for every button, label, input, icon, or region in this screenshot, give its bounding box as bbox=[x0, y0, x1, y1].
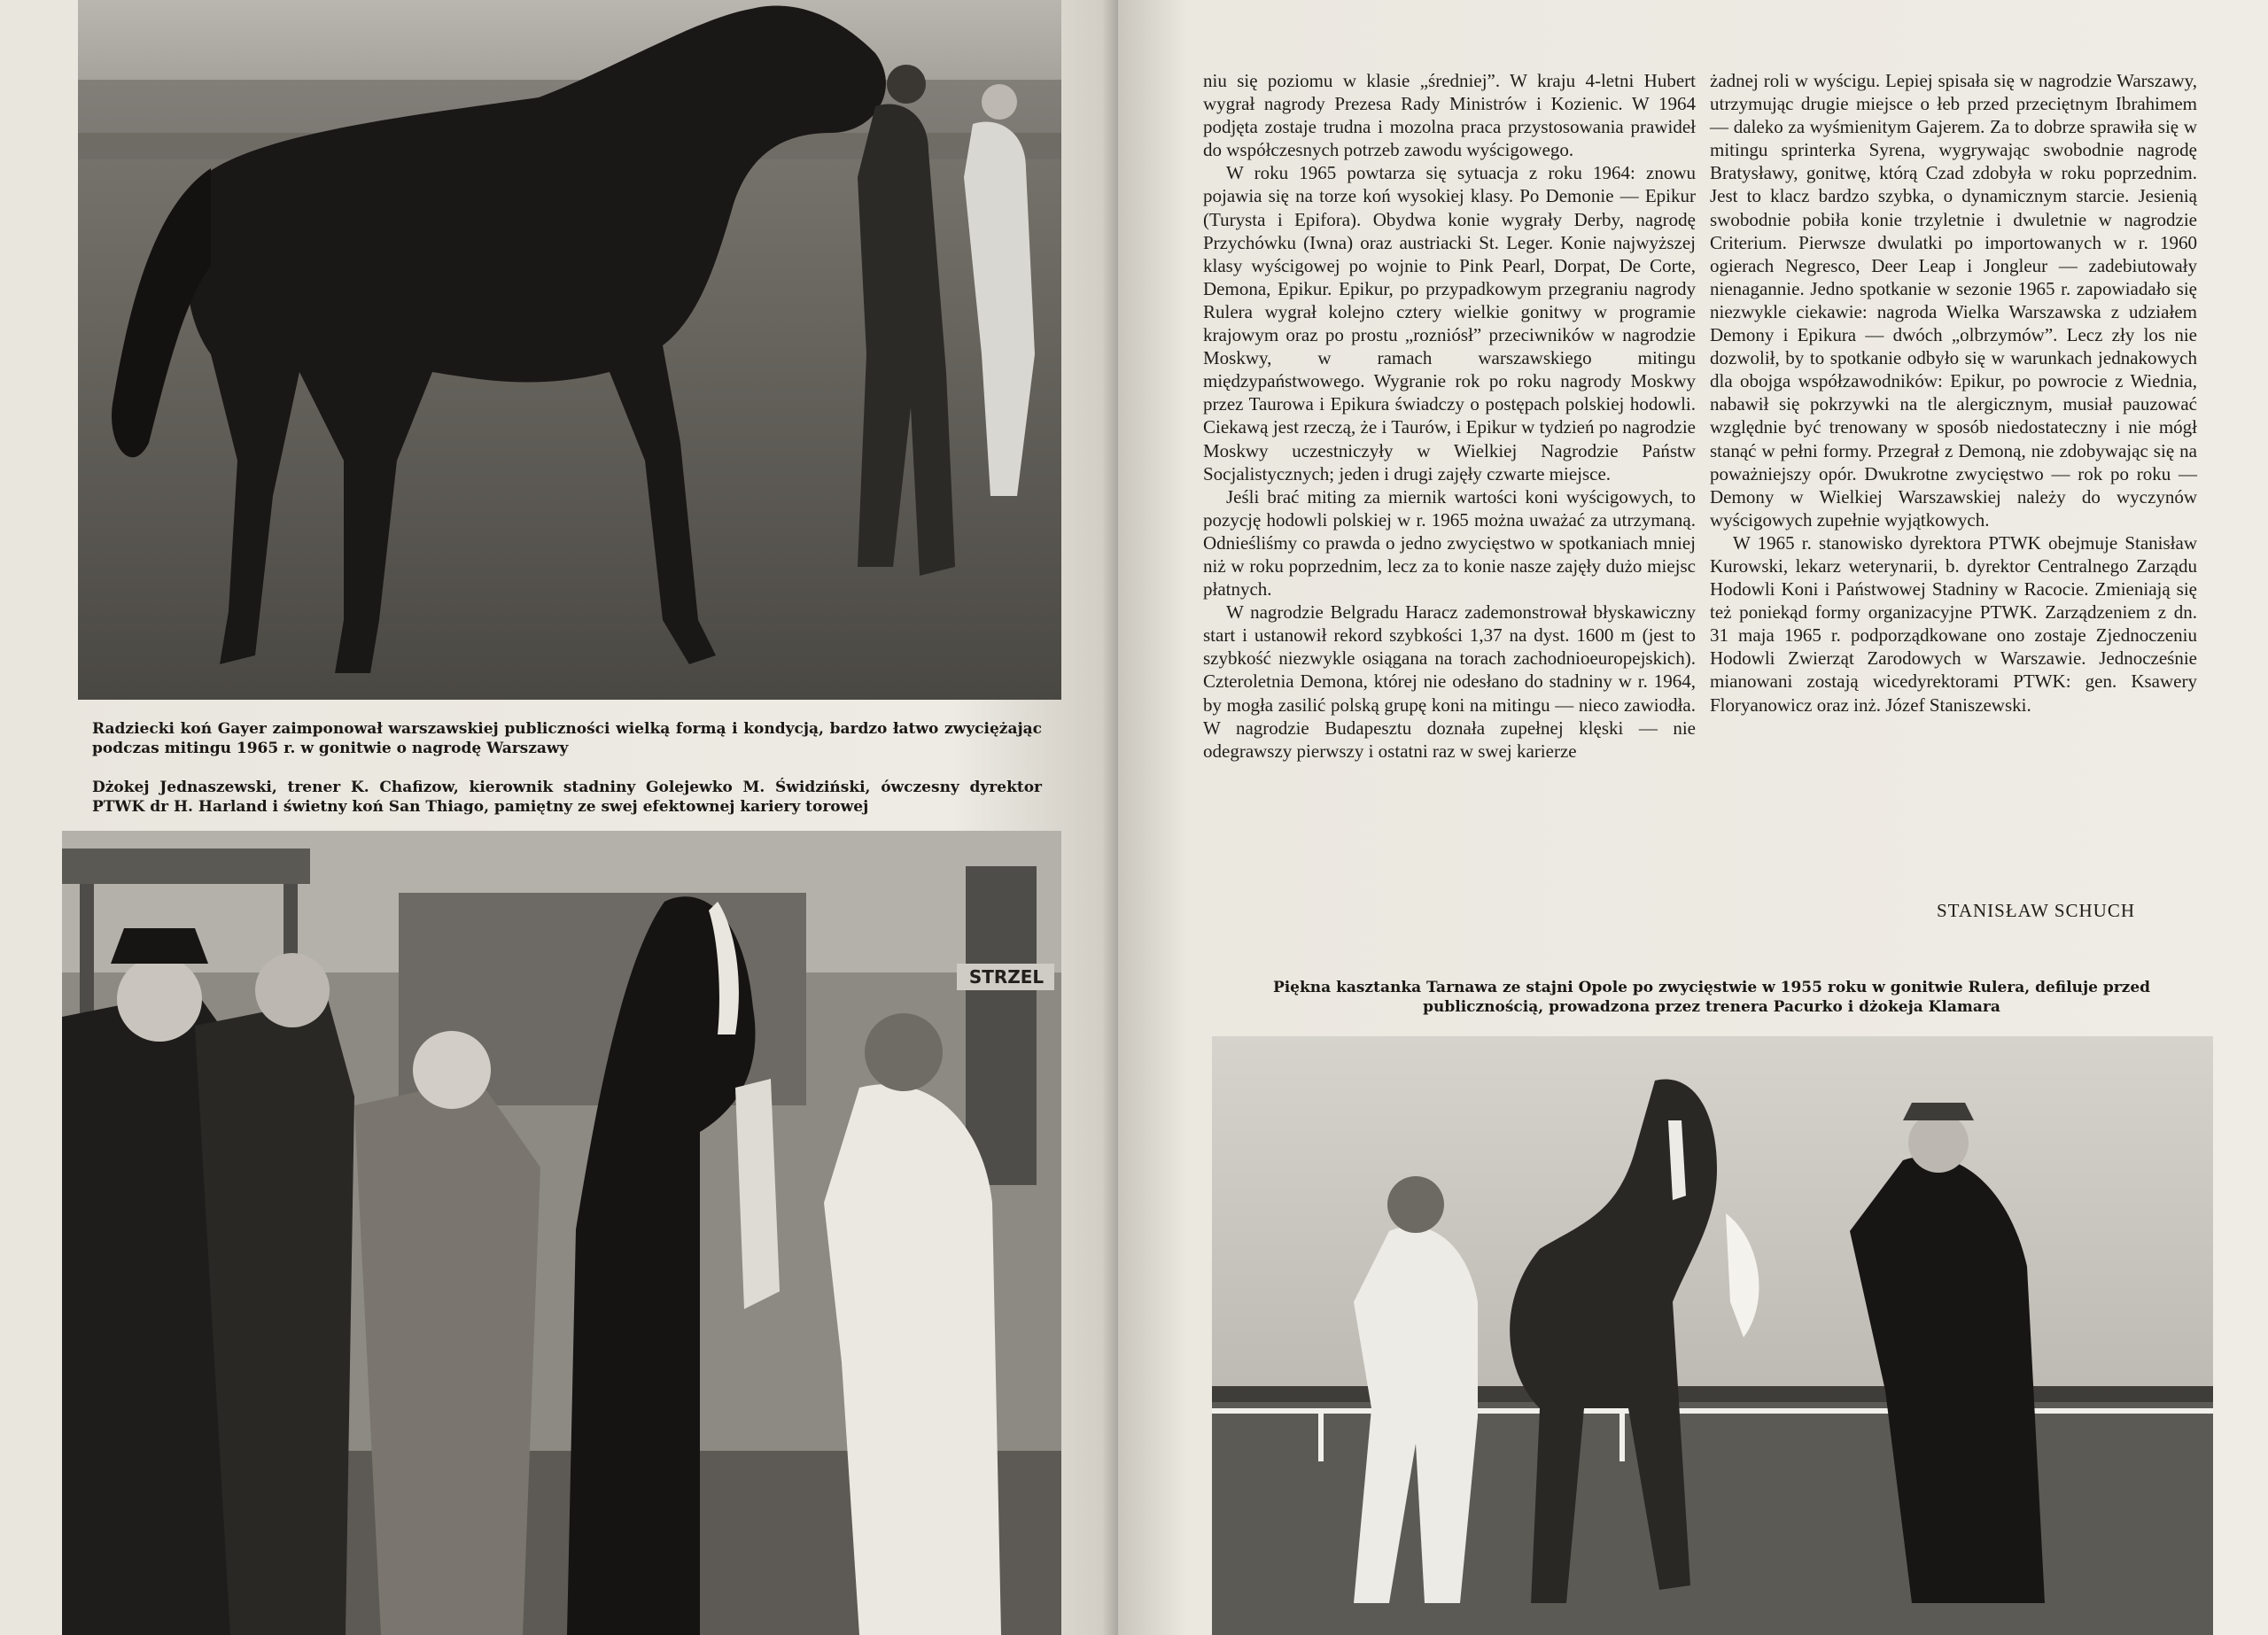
text-column-2 bbox=[1710, 69, 2197, 717]
caption-gayer: Radziecki koń Gayer zaimponował warszawskiej publiczności wielką formą i kondycją, bardzo łatwo zwyciężając podczas mitingu 1965 r. w gonitwie o nagrodę Warszawy bbox=[92, 720, 1042, 757]
caption-tarnawa: Piękna kasztanka Tarnawa ze stajni Opole po zwycięstwie w 1955 roku w gonitwie Rulera, defiluje przed publicznością, prowadzona przez trenera Pacurko i dżokeja Klamara bbox=[1272, 979, 2151, 1016]
horse-illustration bbox=[78, 0, 1061, 700]
col2-para-1: żadnej roli w wyścigu. Lepiej spisała się w nagrodzie Warszawy, utrzymując drugie miejsce o łeb przed przeciętnym Ibrahimem — daleko za wyśmienitym Gajerem. Za to dobrze sprawiła się w mitingu sprinterka Syrena, wygrywając swobodnie nagrodę Bratysławy, gonitwę, którą Czad zdobyła w roku poprzednim. Jest to klacz bardzo szybka, o dynamicznym starcie. Jesienią swobodnie pobiła konie trzyletnie i dwuletnie w nagrodzie Criterium. Pierwsze dwulatki po importowanych w r. 1960 ogierach Negresco, Deer Leap i Jongleur — zadebiutowały nienagannie. Jedno spotkanie w sezonie 1965 r. zapowiadało się niezwykle ciekawie: nagroda Wielka Warszawska z udziałem Demony i Epikura — dwóch „olbrzymów”. Lecz zły los nie dozwolił, by to spotkanie odbyło się w warunkach jednakowych dla obojga współzawodników: Epikur, po powrocie z Wiednia, nabawił się pokrzywki na tle alergicznym, musiał pauzować względnie być trenowany w sposób niedostateczny i nie mógł stanąć w pełni formy. Przegrał z Demoną, nie zdobywając się na poważniejszy opór. Dwukrotne zwycięstwo — rok po roku — Demony w Wielkiej Warszawskiej należy do wyczynów wyścigowych zupełnie wyjątkowych. bbox=[1710, 70, 2197, 531]
col2-para-2: W 1965 r. stanowisko dyrektora PTWK obejmuje Stanisław Kurowski, lekarz weterynarii, b. dyrektor Centralnego Zarządu Hodowli Koni i Państwowej Stadniny w Racocie. Zmieniają się też poniekąd formy organizacyjne PTWK. Zarządzeniem z dn. 31 maja 1965 r. podporządkowane ono zostaje Zjednoczeniu Hodowli Zwierząt Zarodowych w Warszawie. Jednocześnie mianowani zostają wicedyrektorami PTWK: gen. Ksawery Floryanowicz oraz inż. Józef Staniszewski. bbox=[1710, 531, 2197, 716]
col1-para-1: niu się poziomu w klasie „średniej”. W kraju 4-letni Hubert wygrał nagrody Prezesa Rady Ministrów i Kozienic. W 1964 podjęta zostaje trudna i mozolna praca przystosowania prawideł do współczesnych potrzeb zawodu wyścigowego. bbox=[1203, 70, 1696, 161]
left-page bbox=[0, 0, 1118, 1635]
col1-para-3: Jeśli brać miting za miernik wartości koni wyścigowych, to pozycję hodowli polskiej w r. 1965 można uważać za utrzymaną. Odnieśliśmy co prawda o jedno zwycięstwo w spotkaniach mniej niż w roku poprzednim, lecz za to konie nasze zajęły dużo miejsc płatnych. bbox=[1203, 485, 1696, 601]
col1-para-2: W roku 1965 powtarza się sytuacja z roku 1964: znowu pojawia się na torze koń wysokiej klasy. Po Demonie — Epikur (Turysta i Epifora). Obydwa konie wygrały Derby, nagrodę Przychówku (Iwna) oraz austriacki St. Leger. Konie najwyższej klasy wyścigowej po wojnie to Pink Pearl, Dorpat, De Corte, Demona, Epikur. Epikur, po przypadkowym przegraniu nagrody Rulera wygrał kolejno cztery wielkie gonitwy w programie krajowym oraz po prostu „rozniósł” przeciwników w nagrodzie Moskwy, w ramach warszawskiego mitingu międzypaństwowego. Wygranie rok po roku nagrody Moskwy przez Taurowa i Epikura świadczy o postępach polskiej hodowli. Ciekawą jest rzeczą, że i Taurów, i Epikur w tydzień po nagrodzie Moskwy uczestniczyły w Wielkiej Nagrodzie Państw Socjalistycznych; jeden i drugi zajęły czwarte miejsce. bbox=[1203, 162, 1696, 484]
booth-sign-text: STRZEL bbox=[968, 966, 1045, 988]
caption-san-thiago: Dżokej Jednaszewski, trener K. Chafizow, kierownik stadniny Golejewko M. Świdziński, ówczesny dyrektor PTWK dr H. Harland i świetny koń San Thiago, pamiętny ze swej efektownej kariery torowej bbox=[92, 779, 1042, 816]
author-signature: STANISŁAW SCHUCH bbox=[1937, 900, 2136, 921]
tarnawa-illustration bbox=[1212, 1036, 2213, 1635]
photo-gayer-horse bbox=[78, 0, 1061, 700]
photo-san-thiago-group bbox=[62, 831, 1061, 1635]
text-column-1 bbox=[1203, 69, 1696, 763]
col1-para-4: W nagrodzie Belgradu Haracz zademonstrował błyskawiczny start i ustanowił rekord szybkości 1,37 na dyst. 1600 m (jest to szybkość niezwykle osiągana na torach zachodnioeuropejskich). Czteroletnia Demona, której nie odesłano do stadniny w r. 1964, by mogła zasilić polską grupę koni na mitingu — nieco zawiodła. W nagrodzie Budapesztu doznała zupełnej klęski — nie odegrawszy pierwszy i ostatni raz w swej karierze bbox=[1203, 601, 1696, 762]
right-page bbox=[1118, 0, 2268, 1635]
group-illustration bbox=[62, 831, 1061, 1635]
photo-tarnawa bbox=[1212, 1036, 2213, 1635]
